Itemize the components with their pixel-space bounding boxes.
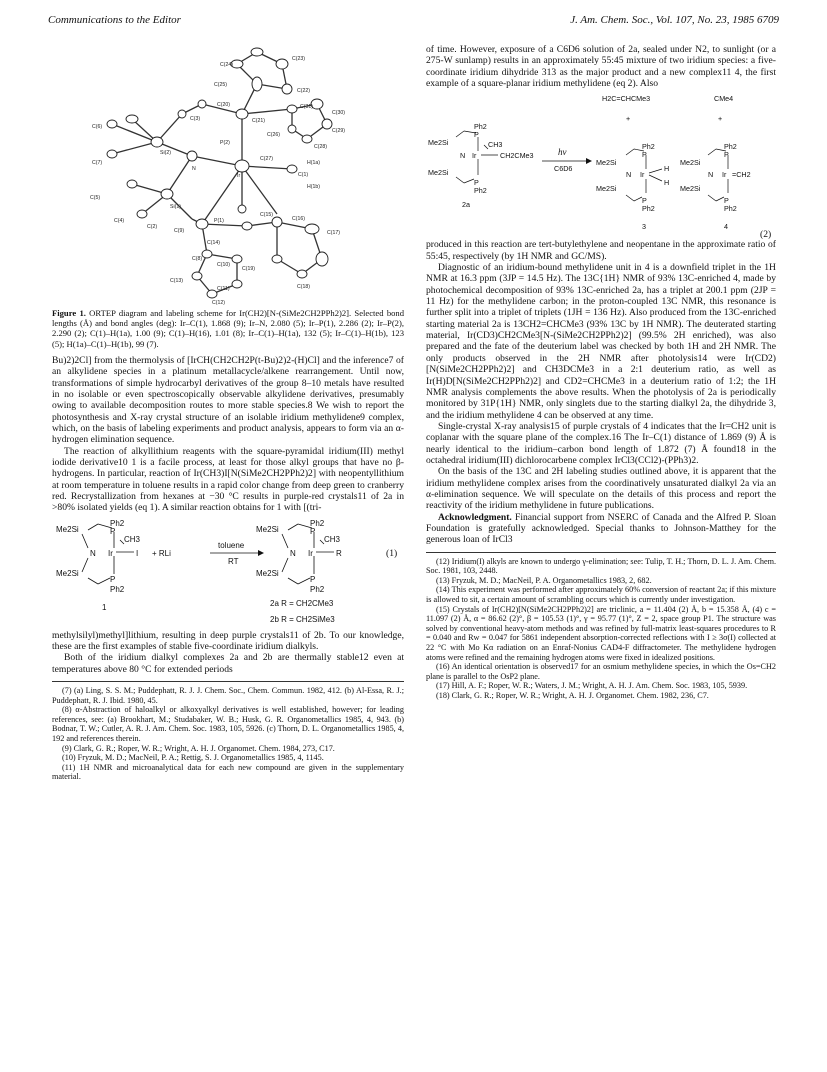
eq2-ph2-bot-4: Ph2 xyxy=(724,204,737,214)
eq2-p-top-3: P xyxy=(642,150,647,160)
eq2-h-1: H xyxy=(664,164,670,174)
atom-label: H(1b) xyxy=(307,184,320,190)
eq2-product-alkene: H2C=CHCMe3 xyxy=(602,94,651,104)
atom-label: C(1) xyxy=(298,172,309,178)
atom-label: C(20) xyxy=(217,102,230,108)
atom-label: C(15) xyxy=(260,212,273,218)
footnote: (13) Fryzuk, M. D.; MacNeil, P. A. Organometallics 1983, 2, 682. xyxy=(436,575,652,585)
eq2-me2si-bot: Me2Si xyxy=(428,168,449,178)
acknowledgment xyxy=(426,512,776,546)
eq1-me2si-top: Me2Si xyxy=(56,524,79,534)
paragraph: produced in this reaction are tert-butylethylene and neopentane in the approximate ratio of 55:45, respectively (by 1H NMR and GC/MS). xyxy=(426,239,776,262)
eq2-ir: Ir xyxy=(472,151,477,161)
eq2-ch2: =CH2 xyxy=(732,170,751,180)
eq1-me2si-bot: Me2Si xyxy=(56,568,79,578)
footnote: (11) 1H NMR and microanalytical data for each new compound are given in the supplementary material. xyxy=(52,762,404,782)
eq1-arrow-top: toluene xyxy=(218,540,245,550)
eq2-label-2a: 2a xyxy=(462,200,470,210)
eq2-ir-3: Ir xyxy=(640,170,645,180)
eq2-n-4: N xyxy=(708,170,714,180)
atom-label: C(24) xyxy=(220,62,233,68)
right-column xyxy=(426,44,776,701)
paragraph: methylsilyl)methyl]lithium, resulting in deep purple crystals11 of 2b. To our knowledge, these are the first examples of stable five-coordinate iridium dialkyls. xyxy=(52,629,404,652)
footnote: (10) Fryzuk, M. D.; MacNeil, P. A.; Rettig, S. J. Organometallics 1985, 4, 1145. xyxy=(62,753,324,763)
atom-label: C(30) xyxy=(332,110,345,116)
atom-label: C(21) xyxy=(252,118,265,124)
figure-1-ortep xyxy=(52,44,404,306)
eq1-n: N xyxy=(90,548,96,558)
eq2-plus-1: + xyxy=(626,114,631,124)
eq2-plus-2: + xyxy=(718,114,723,124)
atom-label: C(29) xyxy=(332,128,345,134)
footnote: (15) Crystals of Ir(CH2)[N(SiMe2CH2PPh2)2] are triclinic, a = 11.404 (2) Å, b = 15.358 Å, (4) c = 11.097 (2) Å, α = 86.62 (2)°, β = 105.53 (1)°, γ = 95.77 (1)°, Z = 2, space group P1. The structure was solved by conventional heavy-atom methods and was refined by full-matrix least-squares procedures to R = 0.040 and Rw = 0.047 for 5861 independent absorption-corrected reflections with I ≥ 3σ(I) collected at 22 °C with Mo Kα radiation on an Enraf-Nonius CAD4-F diffractometer. The methylidene hydrogen atoms were refined and the remaining hydrogen atoms were fixed in idealized positions. xyxy=(426,604,776,662)
eq1-me2si-bot-2: Me2Si xyxy=(256,568,279,578)
eq1-ph2-top: Ph2 xyxy=(110,518,125,528)
left-footnotes xyxy=(52,681,404,782)
atom-label: C(2) xyxy=(147,224,158,230)
atom-label: C(6) xyxy=(92,124,103,130)
equation-1-scheme xyxy=(52,518,404,630)
eq2-ph2-bot-3: Ph2 xyxy=(642,204,655,214)
eq2-product-neopentane: CMe4 xyxy=(714,94,734,104)
atom-label: C(9) xyxy=(174,228,185,234)
eq1-label-1: 1 xyxy=(102,602,107,612)
header-section: Communications to the Editor xyxy=(48,14,181,26)
paragraph: Bu)2)2Cl] from the thermolysis of [IrCH(CH2CH2P(t-Bu)2)2-(H)Cl] and the inference7 of an alkylidene species in a platinum metallacycle/alkene rearrangement. Until now, transformations of simple hydrocarbyl derivatives of the group 8–10 metals have resulted in no isolable or even spectroscopically observable alkylidene derivatives, presumably owing to available decomposition routes to more stable species.8 We wish to report the photosynthesis and X-ray crystal structure of an isolable iridium methylidene9 complex, which, on the basis of labeling experiments and product analysis, appears to form via an α-hydrogen elimination sequence. xyxy=(52,354,404,446)
eq2-number: (2) xyxy=(760,229,772,240)
eq2-p-top-4: P xyxy=(724,150,729,160)
atom-label: N xyxy=(192,166,196,172)
eq1-ph2-bot-2: Ph2 xyxy=(310,584,325,594)
eq1-label-2b: 2b R = CH2SiMe3 xyxy=(270,614,335,624)
atom-label: H(1a) xyxy=(307,160,320,166)
eq2-n-3: N xyxy=(626,170,632,180)
atom-label: Ir xyxy=(237,173,241,179)
atom-label: C(17) xyxy=(327,230,340,236)
atom-label: C(16) xyxy=(292,216,305,222)
eq2-r: CH2CMe3 xyxy=(500,151,534,161)
eq2-me2si-top-4: Me2Si xyxy=(680,158,701,168)
atom-label: P(2) xyxy=(220,140,230,146)
eq2-n: N xyxy=(460,151,466,161)
atom-label: C(8) xyxy=(192,256,203,262)
atom-label: C(4) xyxy=(114,218,125,224)
equation-1-structures xyxy=(52,518,404,630)
atom-label: P(1) xyxy=(214,218,224,224)
footnote: (18) Clark, G. R.; Roper, W. R.; Wright, A. H. J. Organomet. Chem. 1982, 236, C7. xyxy=(436,690,709,700)
eq1-number: (1) xyxy=(386,547,398,559)
eq2-ph2-top: Ph2 xyxy=(474,122,487,132)
eq1-i: I xyxy=(136,548,139,558)
eq1-ph2-top-2: Ph2 xyxy=(310,518,325,528)
atom-label: Si(1) xyxy=(170,204,181,210)
footnote: (14) This experiment was performed after approximately 60% conversion of reactant 2a; if this mixture is allowed to sit, a certain amount of scrambling occurs which is currently under investigation. xyxy=(426,585,776,605)
footnote: (8) α-Abstraction of haloalkyl or alkoxyalkyl derivatives is well established, however; for leading references, see: (a) Brookhart, M.; Studabaker, W. B.; Husk, G. R. Organometallics 1985, 4, 943. (b) Bodnar, T. W.; Cutler, A. R. J. Am. Chem. Soc. 1983, 105, 5926. (c) Thorn, D. L. Organometallics 1985, 4, 192 and references therein. xyxy=(52,705,404,743)
paragraph: On the basis of the 13C and 2H labeling studies outlined above, it is apparent that the iridium methylidene complex arises from the coordinatively unsaturated dialkyl 2a via an α-elimination sequence. We will speculate on the details of this process and report the reactivity of the iridium methylidene in future publications. xyxy=(426,466,776,512)
eq1-label-2a: 2a R = CH2CMe3 xyxy=(270,598,334,608)
eq1-reagent: + RLi xyxy=(152,548,171,558)
ack-title: Acknowledgment. xyxy=(438,511,512,523)
footnote: (12) Iridium(I) alkyls are known to undergo γ-elimination; see: Tulip, T. H.; Thorn, D. L. J. Am. Chem. Soc. 1981, 103, 2448. xyxy=(426,556,776,576)
header-journal: J. Am. Chem. Soc., Vol. 107, No. 23, 1985 6709 xyxy=(570,14,779,26)
eq1-arrow-bottom: RT xyxy=(228,556,239,566)
atom-label: C(11) xyxy=(217,286,230,292)
eq1-ch3: CH3 xyxy=(124,534,141,544)
running-header xyxy=(48,14,779,30)
right-footnotes xyxy=(426,552,776,701)
footnote: (9) Clark, G. R.; Roper, W. R.; Wright, A. H. J. Organomet. Chem. 1984, 273, C17. xyxy=(62,743,335,753)
figure-1-caption xyxy=(52,308,404,349)
eq1-p-top-2: P xyxy=(310,526,316,536)
eq2-ir-4: Ir xyxy=(722,170,727,180)
eq2-solvent: C6D6 xyxy=(554,164,573,174)
paragraph: Both of the iridium dialkyl complexes 2a and 2b are thermally stable12 even at temperatures above 80 °C for extended periods xyxy=(52,652,404,675)
paragraph: Diagnostic of an iridium-bound methylidene unit in 4 is a downfield triplet in the 1H NMR at 16.3 ppm (3JP = 14.5 Hz). The 13C{1H} NMR of 93% 13C-enriched 4, made by photochemical decomposition of 93% 13C-enriched 2a, has a triplet at 200.1 ppm (2JP = 11 Hz) for the methylidene carbon; in the proton-coupled 13C NMR, this resonance is further split into a triplet of triplets (1JH = 136 Hz). Also produced from the 13C-enriched starting material 2a is 13CH2=CHCMe3 (93% 13C by 1H NMR). The deuterated starting material, Ir(CD3)CH2CMe3[N-(SiMe2CH2PPh2)2] (99.5% 2H enriched), was also prepared and the fate of the deuterium label was checked by both 1H and 2H NMR. The only products observed in the 2H NMR after photolysis14 were Ir(CD2)[N(SiMe2CH2PPh2)2] and CH3DCMe3 in a 2:1 deuterium ratio, as well as Ir(H)D[N(SiMe2CH2PPh2)2] and CD2=CHCMe3 in a deuterium ratio of 1:2; the 1H NMR analysis complements the above results. When the photolysis of 2a is periodically monitored by 31P{1H} NMR, only singlets due to the starting dialkyl 2a, the dihydride 3, and the iridium methylidene 4 can be observed at any time. xyxy=(426,262,776,421)
atom-label: C(5) xyxy=(90,195,101,201)
atom-label: C(22) xyxy=(297,88,310,94)
atom-label: C(3) xyxy=(190,116,201,122)
eq2-ph2-top-4: Ph2 xyxy=(724,142,737,152)
eq2-me2si-bot-3: Me2Si xyxy=(596,184,617,194)
atom-label: C(13) xyxy=(170,278,183,284)
equation-2-scheme xyxy=(426,91,776,239)
atom-label: C(19) xyxy=(242,266,255,272)
atom-label: Si(2) xyxy=(160,150,171,156)
eq2-ph2-top-3: Ph2 xyxy=(642,142,655,152)
eq2-h-2: H xyxy=(664,178,670,188)
atom-label: C(10) xyxy=(217,262,230,268)
eq2-ch3: CH3 xyxy=(488,140,503,150)
caption-label: Figure 1. xyxy=(52,308,86,318)
footnote: (7) (a) Ling, S. S. M.; Puddephatt, R. J. J. Chem. Soc., Chem. Commun. 1982, 412. (b) Al-Essa, R. J.; Puddephatt, R. J. Ibid. 1980, 45. xyxy=(52,686,404,705)
eq2-label-4: 4 xyxy=(724,222,728,232)
equation-2-structures xyxy=(426,91,776,239)
footnote: (17) Hill, A. F.; Roper, W. R.; Waters, J. M.; Wright, A. H. J. Am. Chem. Soc. 1983, 105, 5939. xyxy=(436,681,748,691)
eq2-me2si-top-3: Me2Si xyxy=(596,158,617,168)
eq1-ir: Ir xyxy=(108,548,113,558)
atom-label: C(31) xyxy=(300,104,313,110)
atom-label: C(7) xyxy=(92,160,103,166)
atom-label: C(27) xyxy=(260,156,273,162)
paragraph: of time. However, exposure of a C6D6 solution of 2a, sealed under N2, to sunlight (or a 275-W sunlamp) results in an approximately 55:45 mixture of two iridium species: a five-coordinate iridium dihydride 313 as the major product and a new complex11 4, the first example of a square-planar iridium methylidene (eq 2). Also xyxy=(426,44,776,90)
eq2-label-3: 3 xyxy=(642,222,646,232)
eq2-p-bot-3: P xyxy=(642,196,647,206)
eq2-hv: hν xyxy=(558,147,567,158)
atom-label: C(25) xyxy=(214,82,227,88)
eq1-ch3-2: CH3 xyxy=(324,534,341,544)
eq1-p-bot-2: P xyxy=(310,574,316,584)
eq1-ph2-bot: Ph2 xyxy=(110,584,125,594)
atom-label: C(12) xyxy=(212,300,225,306)
ack-text: Financial support from NSERC of Canada and the Alfred P. Sloan Foundation is gratefully acknowledged. Special thanks to Johnson-Matthey for the generous loan of IrCl3 xyxy=(426,511,776,546)
caption-text: ORTEP diagram and labeling scheme for Ir(CH2)[N-(SiMe2CH2PPh2)2]. Selected bond lengths (Å) and bond angles (deg): Ir–C(1), 1.868 (9); Ir–N, 2.080 (5); Ir–P(1), 2.286 (2); Ir–P(2), 2.290 (2); C(1)–H(1a), 1.00 (9); C(1)–H(16), 1.01 (8); Ir–C(1)–H(1a), 132 (5); Ir–C(1)–H(1b), 123 (5); H(1a)–C(1)–H(1b), 99 (7). xyxy=(52,308,405,349)
atom-label: C(28) xyxy=(314,144,327,150)
eq1-n-2: N xyxy=(290,548,296,558)
atom-label: C(18) xyxy=(297,284,310,290)
eq1-p-bot: P xyxy=(110,574,116,584)
left-column xyxy=(52,44,404,782)
eq2-me2si-top: Me2Si xyxy=(428,138,449,148)
atom-label: C(26) xyxy=(267,132,280,138)
atom-label: C(23) xyxy=(292,56,305,62)
eq2-ph2-bot: Ph2 xyxy=(474,186,487,196)
eq1-me2si-top-2: Me2Si xyxy=(256,524,279,534)
ortep-diagram xyxy=(52,44,404,306)
atom-label: C(14) xyxy=(207,240,220,246)
eq1-p-top: P xyxy=(110,526,116,536)
footnote: (16) An identical orientation is observed17 for an osmium methylidene species, in which the Os=CH2 plane is parallel to the OsP2 plane. xyxy=(426,662,776,681)
eq2-me2si-bot-4: Me2Si xyxy=(680,184,701,194)
eq1-r: R xyxy=(336,548,342,558)
paragraph: Single-crystal X-ray analysis15 of purple crystals of 4 indicates that the Ir=CH2 unit is coplanar with the square plane of the complex.16 The Ir–C(1) distance of 1.869 (9) Å is nearly identical to the iridium–carbon bond length of 1.872 (7) Å found18 in the octahedral iridium(III) dichlorocarbene complex IrCl3(CCl2)-(PPh3)2. xyxy=(426,420,776,466)
eq1-ir-2: Ir xyxy=(308,548,313,558)
eq2-p-bot: P xyxy=(474,178,479,188)
paragraph: The reaction of alkyllithium reagents with the square-pyramidal iridium(III) methyl iodide derivative10 1 is a facile process, at least for those alkyl groups that have no β-hydrogens. In particular, reaction of Ir(CH3)I[N(SiMe2CH2PPh2)2] with neopentyllithium at room temperature in toluene results in a rapid color change from deep green to cranberry red. Recrystallization from hexanes at −30 °C results in purple-red crystals11 of 2a in >80% isolated yields (eq 1). A similar reaction obtains for 1 with [(tri- xyxy=(52,445,404,514)
eq2-p-top: P xyxy=(474,130,479,140)
eq2-p-bot-4: P xyxy=(724,196,729,206)
